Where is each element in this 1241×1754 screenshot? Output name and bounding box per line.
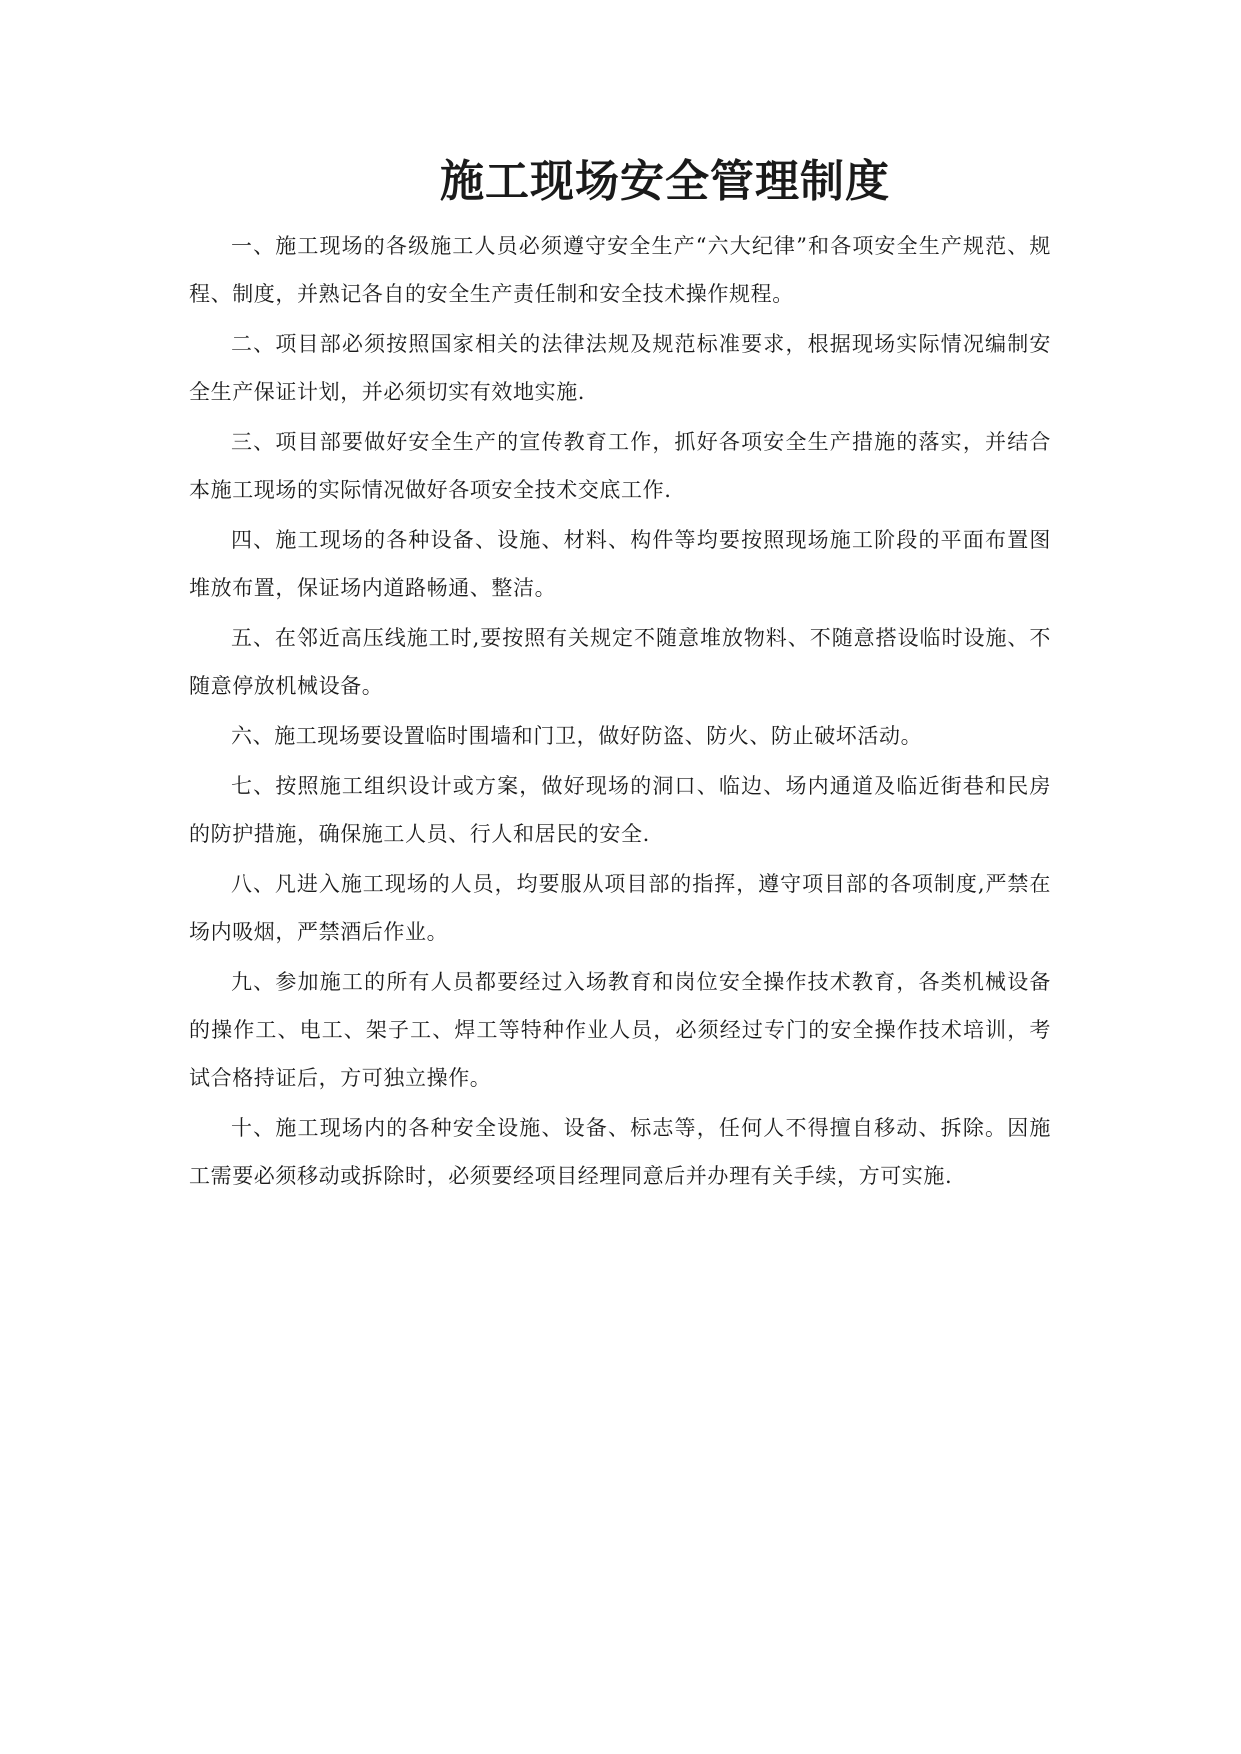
- paragraph-8: 八、凡进入施工现场的人员，均要服从项目部的指挥，遵守项目部的各项制度,严禁在场内吸烟，严禁酒后作业。: [189, 872, 1051, 944]
- paragraph-6: 六、施工现场要设置临时围墙和门卫，做好防盗、防火、防止破坏活动。: [231, 724, 923, 748]
- paragraph-4: 四、施工现场的各种设备、设施、材料、构件等均要按照现场施工阶段的平面布置图堆放布置，保证场内道路畅通、整洁。: [189, 528, 1051, 600]
- paragraph-10: 十、施工现场内的各种安全设施、设备、标志等，任何人不得擅自移动、拆除。因施工需要必须移动或拆除时，必须要经项目经理同意后并办理有关手续，方可实施.: [189, 1116, 1051, 1188]
- document-body: [189, 222, 1051, 1202]
- paragraph-1: 一、施工现场的各级施工人员必须遵守安全生产“六大纪律”和各项安全生产规范、规程、制度，并熟记各自的安全生产责任制和安全技术操作规程。: [189, 234, 1051, 306]
- document-title: 施工现场安全管理制度: [440, 156, 890, 207]
- paragraph-2: 二、项目部必须按照国家相关的法律法规及规范标准要求，根据现场实际情况编制安全生产保证计划，并必须切实有效地实施.: [189, 332, 1051, 404]
- paragraph-7: 七、按照施工组织设计或方案，做好现场的洞口、临边、场内通道及临近街巷和民房的防护措施，确保施工人员、行人和居民的安全.: [189, 774, 1051, 846]
- paragraph-3: 三、项目部要做好安全生产的宣传教育工作，抓好各项安全生产措施的落实，并结合本施工现场的实际情况做好各项安全技术交底工作.: [189, 430, 1051, 502]
- paragraph-9: 九、参加施工的所有人员都要经过入场教育和岗位安全操作技术教育，各类机械设备的操作工、电工、架子工、焊工等特种作业人员，必须经过专门的安全操作技术培训，考试合格持证后，方可独立操作。: [189, 970, 1051, 1090]
- paragraph-5: 五、在邻近高压线施工时,要按照有关规定不随意堆放物料、不随意搭设临时设施、不随意停放机械设备。: [189, 626, 1051, 698]
